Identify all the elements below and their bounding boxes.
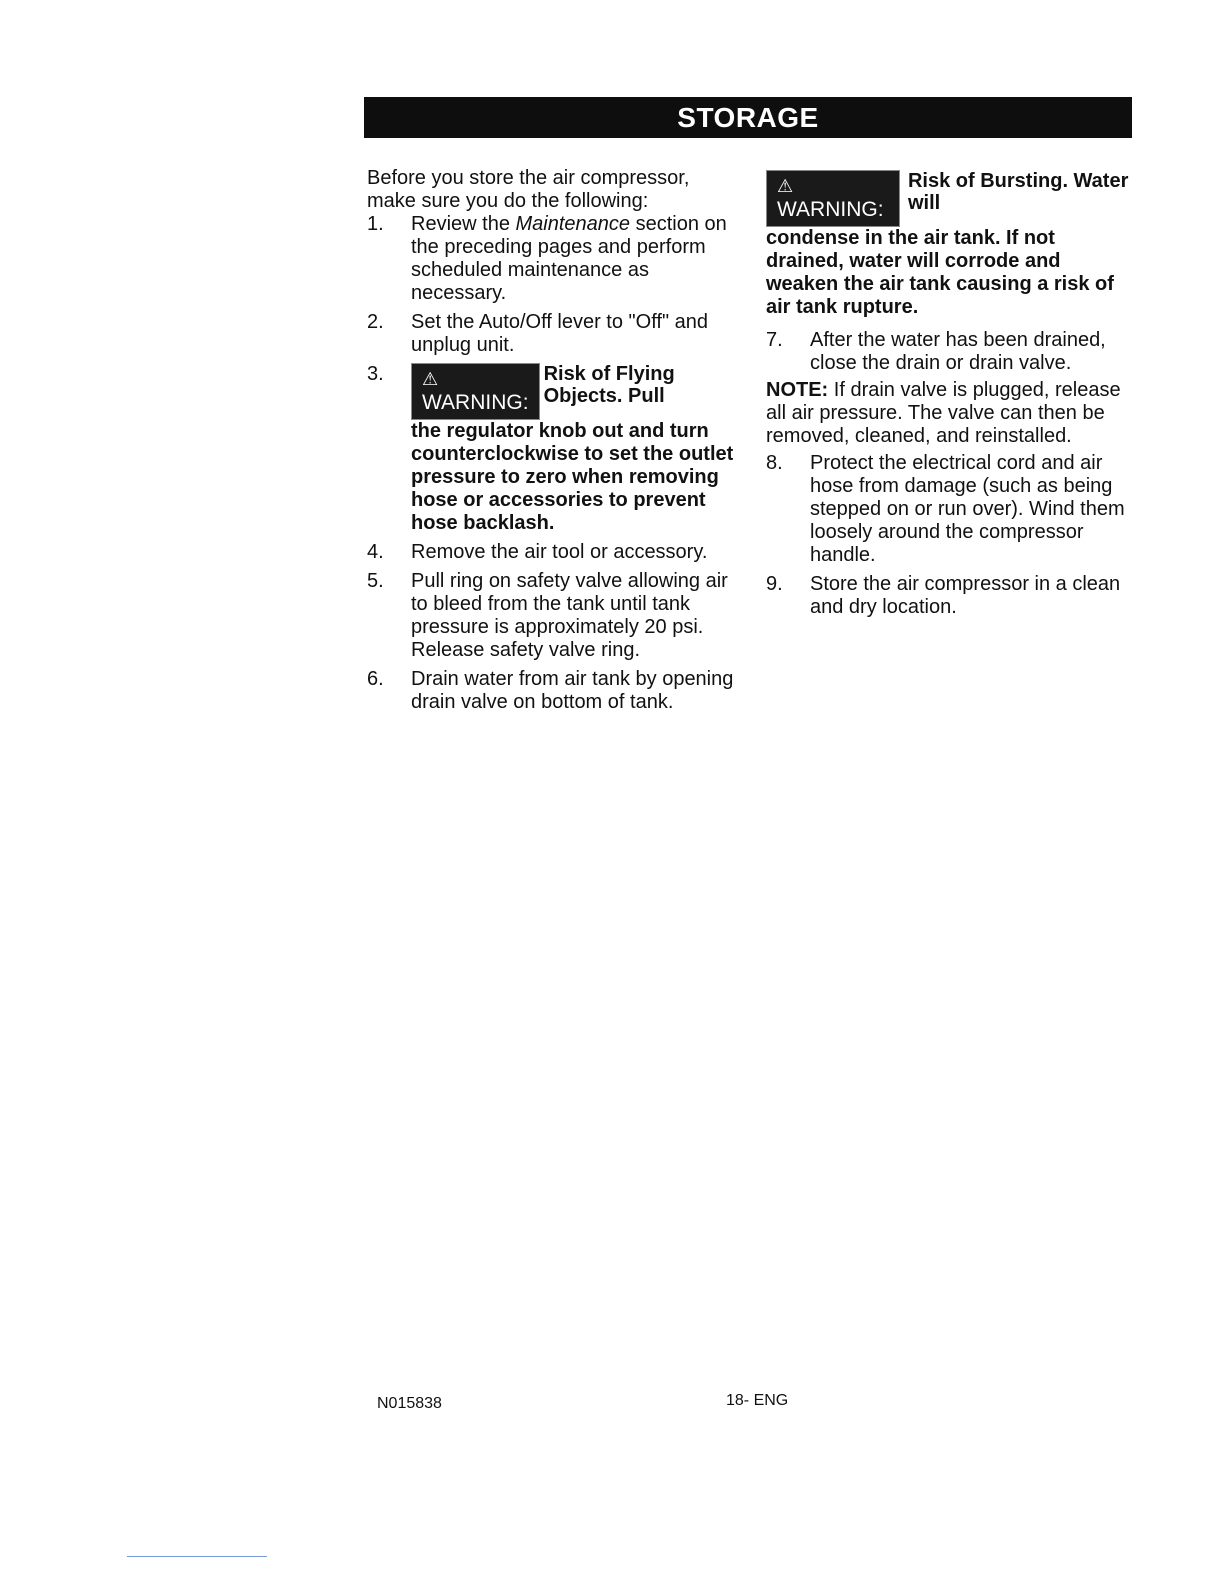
step-text: Remove the air tool or accessory. <box>411 541 708 563</box>
step-1 <box>367 213 739 305</box>
step-text: Drain water from air tank by opening drain valve on bottom of tank. <box>411 668 734 713</box>
step-4 <box>367 541 739 564</box>
step-number: 7. <box>766 329 783 351</box>
footer-rule <box>127 1556 267 1557</box>
warning-badge <box>766 170 900 227</box>
step-2 <box>367 311 739 357</box>
warning-badge <box>411 363 540 420</box>
step-number: 4. <box>367 541 384 563</box>
warning-triangle-icon: ⚠ <box>422 369 439 389</box>
step-text: Protect the electrical cord and air hose from damage (such as being stepped on or run over). Wind them loosely around the compressor handle. <box>810 452 1125 566</box>
right-column <box>766 170 1138 619</box>
step-text-start: Review the <box>411 213 516 235</box>
section-title: STORAGE <box>677 101 819 133</box>
step-text: Store the air compressor in a clean and dry location. <box>810 573 1121 618</box>
warning-lead <box>411 363 739 420</box>
warning-badge-label: WARNING: <box>777 198 884 221</box>
step-number: 6. <box>367 668 384 690</box>
warning-lead <box>766 170 1138 227</box>
step-number: 9. <box>766 573 783 595</box>
step-3 <box>367 363 739 535</box>
step-number: 3. <box>367 363 384 385</box>
warning-lead-text: Risk of Flying Objects. Pull <box>543 363 675 407</box>
step-number: 1. <box>367 213 384 235</box>
maintenance-reference: Maintenance <box>515 213 631 235</box>
left-column <box>367 167 739 714</box>
step-text: Set the Auto/Off lever to "Off" and unplug unit. <box>411 311 708 356</box>
step-7 <box>766 329 1138 375</box>
warning-body: condense in the air tank. If not drained, water will corrode and weaken the air tank causing a risk of air tank rupture. <box>766 227 1114 318</box>
step-9 <box>766 573 1138 619</box>
warning-body: the regulator knob out and turn counterclockwise to set the outlet pressure to zero when removing hose or accessories to prevent hose backlash. <box>411 420 734 534</box>
note-text: If drain valve is plugged, release all air pressure. The valve can then be removed, cleaned, and reinstalled. <box>766 379 1121 447</box>
step-text-end: section on the preceding pages and perform scheduled maintenance as necessary. <box>411 213 727 304</box>
step-5 <box>367 570 739 662</box>
document-id: N015838 <box>377 1395 442 1412</box>
step-text: Pull ring on safety valve allowing air to bleed from the tank until tank pressure is approximately 20 psi. Release safety valve ring. <box>411 570 728 661</box>
step-number: 5. <box>367 570 384 592</box>
page-number: 18- ENG <box>726 1392 789 1409</box>
step-text: After the water has been drained, close the drain or drain valve. <box>810 329 1106 374</box>
warning-triangle-icon: ⚠ <box>777 176 794 196</box>
step-number: 8. <box>766 452 783 474</box>
step-8 <box>766 452 1138 567</box>
step-6 <box>367 668 739 714</box>
note-label: NOTE: <box>766 379 829 401</box>
warning-badge-label: WARNING: <box>422 391 529 414</box>
warning-lead-text: Risk of Bursting. Water will <box>907 170 1129 214</box>
intro-paragraph: Before you store the air compressor, make sure you do the following: <box>367 167 690 212</box>
note-paragraph <box>766 379 1138 448</box>
step-number: 2. <box>367 311 384 333</box>
section-header <box>364 97 1132 138</box>
